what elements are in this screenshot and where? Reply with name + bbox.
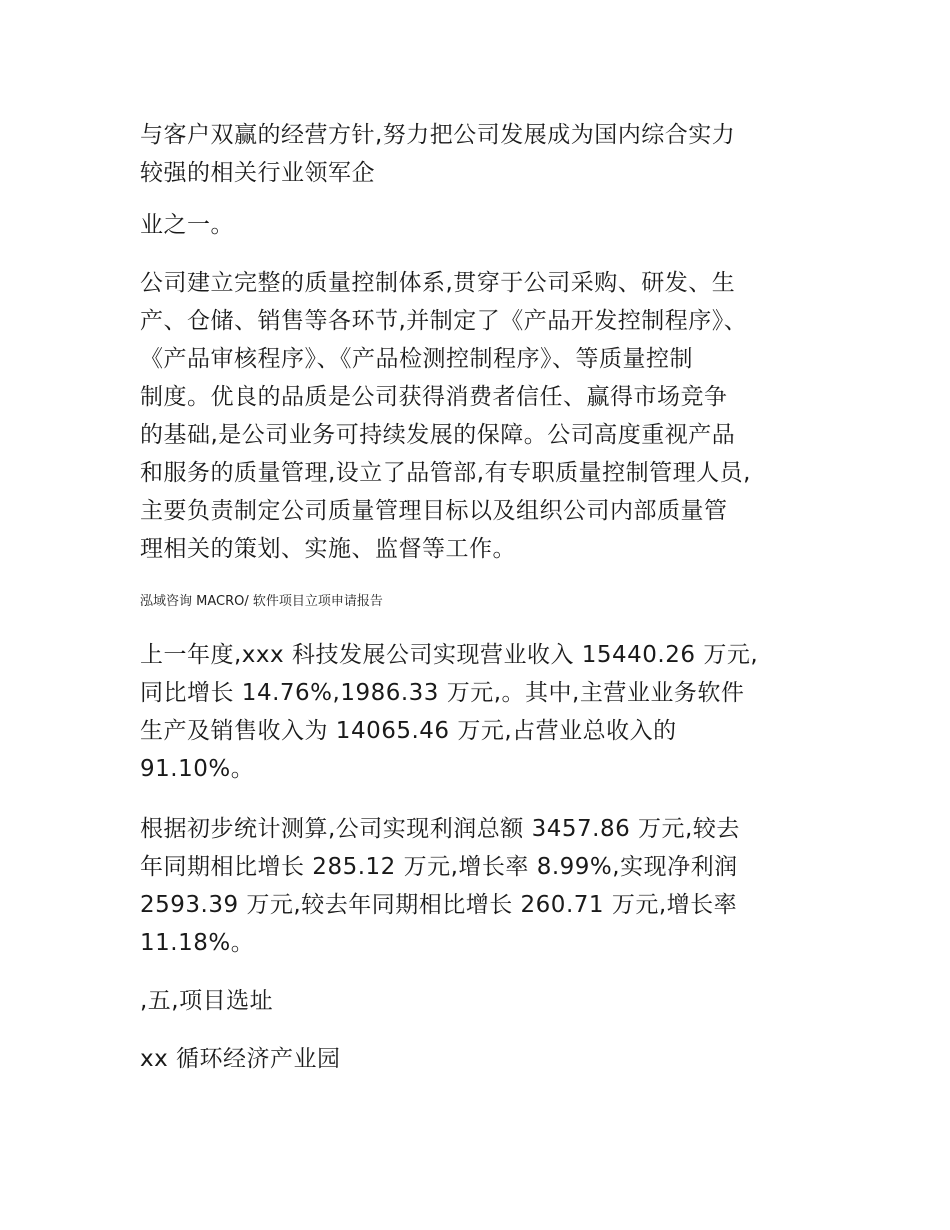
intro-line-1: 与客户双赢的经营方针,努力把公司发展成为国内综合实力 [140,122,736,148]
profit-line-2: 年同期相比增长 285.12 万元,增长率 8.99%,实现净利润 [140,854,738,880]
quality-line-7: 主要负责制定公司质量管理目标以及组织公司内部质量管 [140,498,728,524]
profit-paragraph [140,810,840,962]
intro-tail-paragraph [140,206,840,244]
section-heading [140,982,840,1020]
location-paragraph [140,1040,840,1078]
source-label: 泓域咨询 MACRO/ 软件项目立项申请报告 [140,594,383,609]
revenue-line-2: 同比增长 14.76%,1986.33 万元,。其中,主营业业务软件 [140,680,745,706]
quality-line-1: 公司建立完整的质量控制体系,贯穿于公司采购、研发、生 [140,270,736,296]
revenue-paragraph [140,636,840,788]
section-heading-text: ,五,项目选址 [140,988,274,1014]
quality-line-2: 产、仓储、销售等各环节,并制定了《产品开发控制程序》、 [140,308,748,334]
quality-line-4: 制度。优良的品质是公司获得消费者信任、赢得市场竞争 [140,384,728,410]
intro-tail-line: 业之一。 [140,212,234,238]
revenue-line-3: 生产及销售收入为 14065.46 万元,占营业总收入的 [140,718,677,744]
quality-line-5: 的基础,是公司业务可持续发展的保障。公司高度重视产品 [140,422,736,448]
profit-line-4: 11.18%。 [140,930,255,956]
revenue-line-4: 91.10%。 [140,756,255,782]
profit-line-1: 根据初步统计测算,公司实现利润总额 3457.86 万元,较去 [140,816,740,842]
revenue-line-1: 上一年度,xxx 科技发展公司实现营业收入 15440.26 万元, [140,642,759,668]
quality-line-3: 《产品审核程序》、《产品检测控制程序》、等质量控制 [140,346,693,372]
quality-line-6: 和服务的质量管理,设立了品管部,有专职质量控制管理人员, [140,460,751,486]
quality-line-8: 理相关的策划、实施、监督等工作。 [140,536,516,562]
intro-paragraph [140,116,840,192]
profit-line-3: 2593.39 万元,较去年同期相比增长 260.71 万元,增长率 [140,892,738,918]
intro-line-2: 较强的相关行业领军企 [140,160,375,186]
quality-paragraph [140,264,840,568]
location-text: xx 循环经济产业园 [140,1046,341,1072]
